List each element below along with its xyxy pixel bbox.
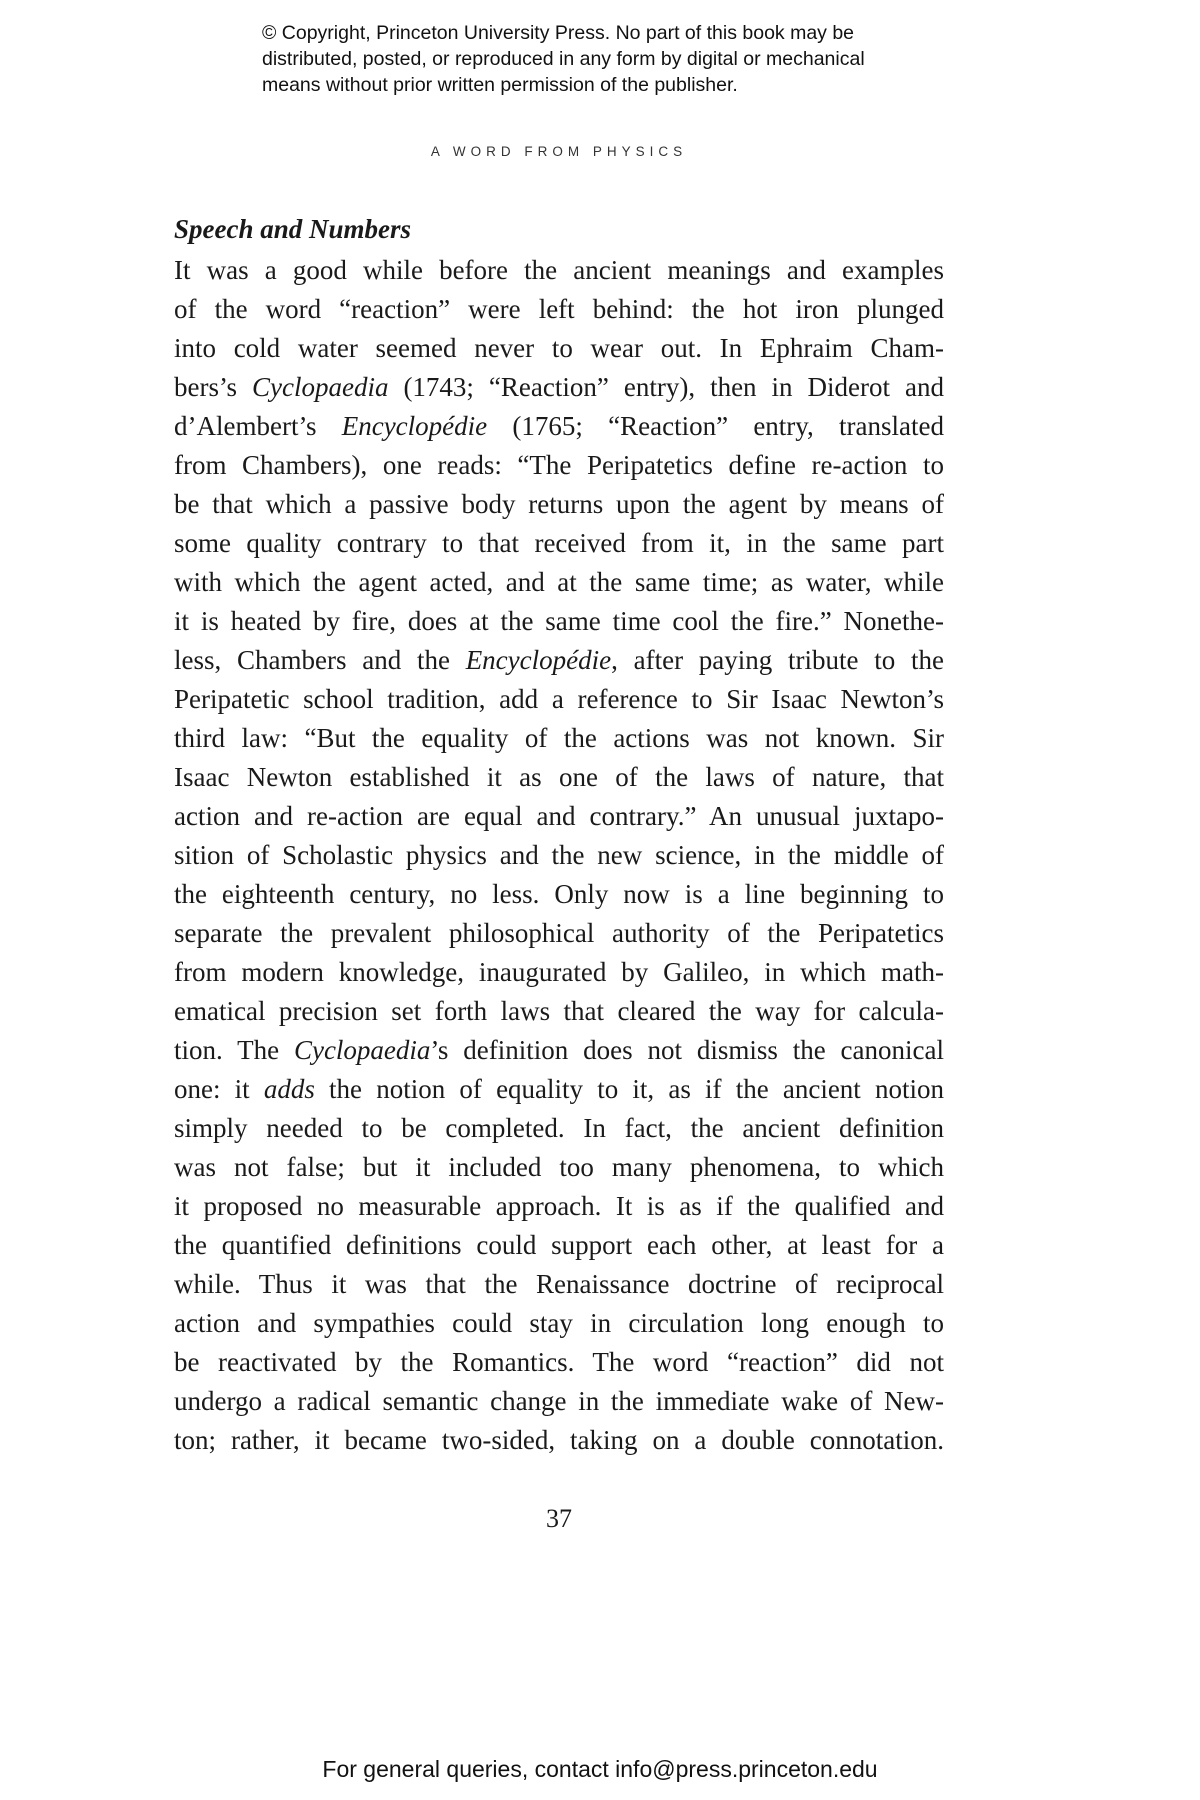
text-line <box>174 1226 944 1265</box>
text-line <box>174 641 944 680</box>
text-line <box>174 485 944 524</box>
text-line <box>174 524 944 563</box>
text-run: was not false; but it included too many phenomena, to which <box>174 1152 944 1182</box>
running-head: A WORD FROM PHYSICS <box>430 144 688 159</box>
text-line <box>174 914 944 953</box>
italic-text: Encyclopédie <box>465 645 612 675</box>
text-run: be that which a passive body returns upon the agent by means of <box>174 489 944 519</box>
copyright-line: © Copyright, Princeton University Press. No part of this book may be <box>262 22 855 44</box>
text-line <box>174 563 944 602</box>
text-line <box>174 1421 944 1460</box>
italic-text: Encyclopédie <box>341 411 488 441</box>
text-run: bers’s <box>174 372 252 402</box>
text-line <box>174 1070 944 1109</box>
text-line <box>174 797 944 836</box>
text-run: ematical precision set forth laws that cleared the way for calcula- <box>174 996 944 1026</box>
text-run: third law: “But the equality of the actions was not known. Sir <box>174 723 944 753</box>
text-run: from Chambers), one reads: “The Peripatetics define re-action to <box>174 450 944 480</box>
text-run: undergo a radical semantic change in the immediate wake of New- <box>174 1386 944 1416</box>
text-line <box>174 329 944 368</box>
text-run: it is heated by fire, does at the same time cool the fire.” Nonethe- <box>174 606 944 636</box>
text-run: one: it <box>174 1074 264 1104</box>
text-line <box>174 1382 944 1421</box>
text-line <box>174 1187 944 1226</box>
text-run: the notion of equality to it, as if the ancient notion <box>314 1074 944 1104</box>
text-run: tion. The <box>174 1035 294 1065</box>
text-run: (1743; “Reaction” entry), then in Diderot and <box>388 372 944 402</box>
copyright-notice <box>262 20 1022 98</box>
text-line <box>174 719 944 758</box>
italic-text: Cyclopaedia <box>293 1035 431 1065</box>
text-line <box>174 953 944 992</box>
text-run: ton; rather, it became two-sided, taking on a double connotation. <box>174 1425 944 1455</box>
text-run: action and sympathies could stay in circulation long enough to <box>174 1308 944 1338</box>
text-line <box>174 251 944 290</box>
text-line <box>174 1148 944 1187</box>
text-run: , after paying tribute to the <box>611 645 944 675</box>
text-line <box>174 290 944 329</box>
text-run: less, Chambers and the <box>174 645 466 675</box>
text-run: sition of Scholastic physics and the new science, in the middle of <box>174 840 944 870</box>
text-run: be reactivated by the Romantics. The word “reaction” did not <box>174 1347 944 1377</box>
text-run: ’s definition does not dismiss the canonical <box>430 1035 944 1065</box>
text-line <box>174 1343 944 1382</box>
text-run: It was a good while before the ancient meanings and examples <box>174 255 944 285</box>
text-line <box>174 680 944 719</box>
text-line <box>174 446 944 485</box>
text-run: simply needed to be completed. In fact, the ancient definition <box>174 1113 944 1143</box>
text-run: Peripatetic school tradition, add a reference to Sir Isaac Newton’s <box>174 684 944 714</box>
text-run: some quality contrary to that received from it, in the same part <box>174 528 944 558</box>
text-line <box>174 875 944 914</box>
text-run: it proposed no measurable approach. It is as if the qualified and <box>174 1191 944 1221</box>
footer-contact: For general queries, contact info@press.princeton.edu <box>322 1756 878 1782</box>
text-line <box>174 836 944 875</box>
text-line <box>174 602 944 641</box>
text-run: action and re-action are equal and contrary.” An unusual juxtapo- <box>174 801 944 831</box>
text-run: the eighteenth century, no less. Only now is a line beginning to <box>174 879 944 909</box>
body-paragraph <box>174 251 944 1460</box>
text-run: (1765; “Reaction” entry, translated <box>487 411 944 441</box>
italic-text: adds <box>263 1074 315 1104</box>
copyright-line: distributed, posted, or reproduced in any form by digital or mechanical <box>262 48 865 70</box>
text-run: into cold water seemed never to wear out. In Ephraim Cham- <box>174 333 944 363</box>
text-run: of the word “reaction” were left behind: the hot iron plunged <box>174 294 944 324</box>
text-line <box>174 1031 944 1070</box>
italic-text: Cyclopaedia <box>251 372 389 402</box>
text-run: separate the prevalent philosophical authority of the Peripatetics <box>174 918 944 948</box>
text-line <box>174 1265 944 1304</box>
text-run: from modern knowledge, inaugurated by Galileo, in which math- <box>174 957 944 987</box>
text-line <box>174 1109 944 1148</box>
text-line <box>174 992 944 1031</box>
text-run: the quantified definitions could support each other, at least for a <box>174 1230 944 1260</box>
text-line <box>174 407 944 446</box>
text-line <box>174 368 944 407</box>
copyright-line: means without prior written permission of the publisher. <box>262 74 738 96</box>
text-run: with which the agent acted, and at the same time; as water, while <box>174 567 944 597</box>
text-run: d’Alembert’s <box>174 411 342 441</box>
text-run: Isaac Newton established it as one of the laws of nature, that <box>174 762 944 792</box>
text-line <box>174 758 944 797</box>
text-line <box>174 1304 944 1343</box>
section-heading: Speech and Numbers <box>174 214 412 244</box>
text-run: while. Thus it was that the Renaissance doctrine of reciprocal <box>174 1269 944 1299</box>
page-number: 37 <box>546 1504 572 1533</box>
